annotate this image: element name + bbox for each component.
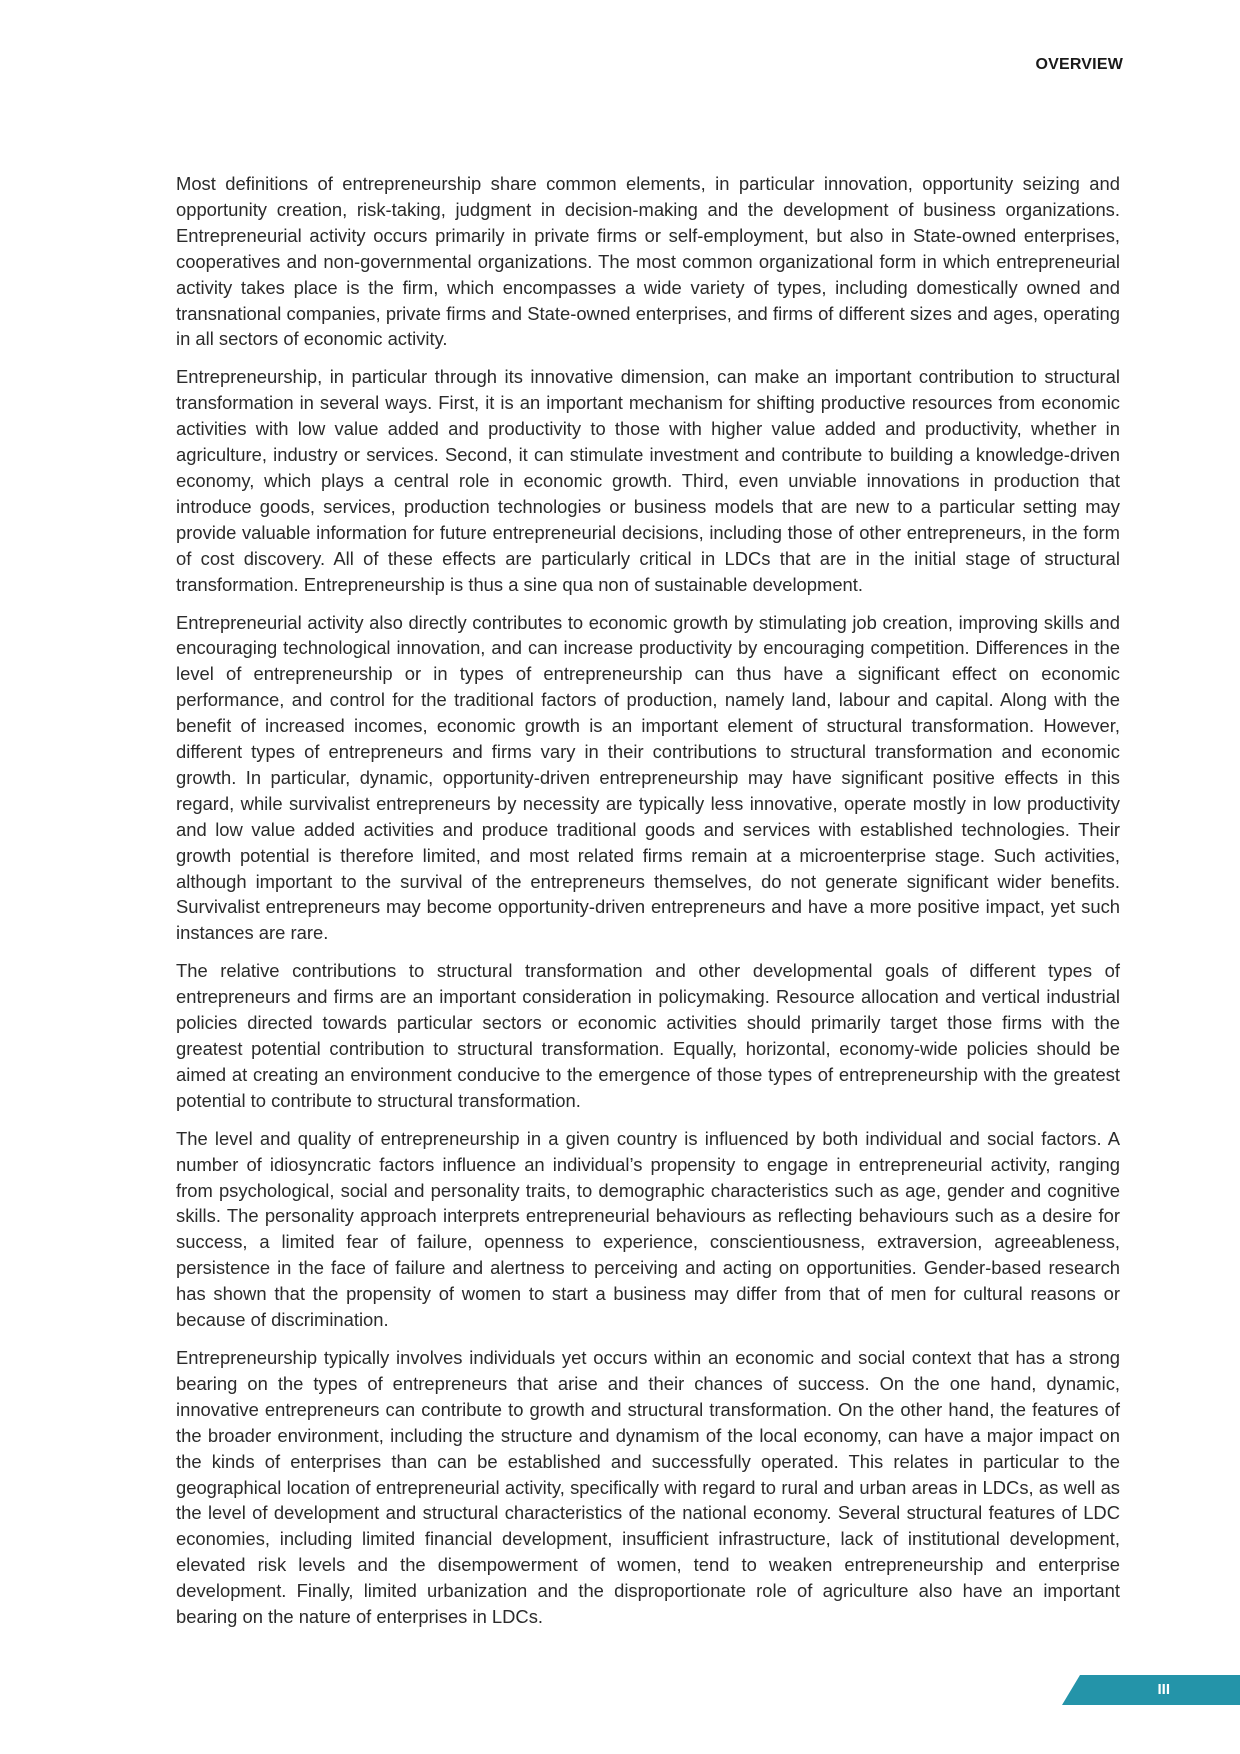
paragraph: The level and quality of entrepreneurship in a given country is influenced by both individual and social factors. A number of idiosyncratic factors influence an individual’s propensity to engage in entrepreneurial activity, ranging from psychological, social and personality traits, to demographic characteristics such as age, gender and cognitive skills. The personality approach interprets entrepreneurial behaviours as reflecting behaviours such as a desire for success, a limited fear of failure, openness to experience, conscientiousness, extraversion, agreeableness, persistence in the face of failure and alertness to perceiving and acting on opportunities. Gender-based research has shown that the propensity of women to start a business may differ from that of men for cultural reasons or because of discrimination. (176, 1127, 1120, 1331)
paragraph: Entrepreneurship typically involves individuals yet occurs within an economic and social context that has a strong bearing on the types of entrepreneurs that arise and their chances of success. On the one hand, dynamic, innovative entrepreneurs can contribute to growth and structural transformation. On the other hand, the features of the broader environment, including the structure and dynamism of the local economy, can have a major impact on the kinds of enterprises than can be established and successfully operated. This relates in particular to the geographical location of entrepreneurial activity, specifically with regard to rural and urban areas in LDCs, as well as the level of development and structural characteristics of the national economy. Several structural features of LDC economies, including limited financial development, insufficient infrastructure, lack of institutional development, elevated risk levels and the disempowerment of women, tend to weaken entrepreneurship and enterprise development. Finally, limited urbanization and the disproportionate role of agriculture also have an important bearing on the nature of enterprises in LDCs. (176, 1346, 1120, 1628)
page-number: III (1157, 1681, 1170, 1698)
paragraph: The relative contributions to structural transformation and other developmental goals of different types of entrepreneurs and firms are an important consideration in policymaking. Resource allocation and vertical industrial policies directed towards particular sectors or economic activities should primarily target those firms with the greatest potential contribution to structural transformation. Equally, horizontal, economy-wide policies should be aimed at creating an environment conducive to the emergence of those types of entrepreneurship with the greatest potential to contribute to structural transformation. (176, 960, 1120, 1111)
paragraph: Most definitions of entrepreneurship share common elements, in particular innovation, opportunity seizing and opportunity creation, risk-taking, judgment in decision-making and the development of business organizations. Entrepreneurial activity occurs primarily in private firms or self-employment, but also in State-owned enterprises, cooperatives and non-governmental organizations. The most common organizational form in which entrepreneurial activity takes place is the firm, which encompasses a wide variety of types, including domestically owned and transnational companies, private firms and State-owned enterprises, and firms of different sizes and ages, operating in all sectors of economic activity. (176, 173, 1120, 350)
paragraph: Entrepreneurial activity also directly contributes to economic growth by stimulating job creation, improving skills and encouraging technological innovation, and can increase productivity by encouraging competition. Differences in the level of entrepreneurship or in types of entrepreneurship can thus have a significant effect on economic performance, and control for the traditional factors of production, namely land, labour and capital. Along with the benefit of increased incomes, economic growth is an important element of structural transformation. However, different types of entrepreneurs and firms vary in their contributions to structural transformation and economic growth. In particular, dynamic, opportunity-driven entrepreneurship may have significant positive effects in this regard, while survivalist entrepreneurs by necessity are typically less innovative, operate mostly in low productivity and low value added activities and produce traditional goods and services with established technologies. Their growth potential is therefore limited, and most related firms remain at a microenterprise stage. Such activities, although important to the survival of the entrepreneurs themselves, do not generate significant wider benefits. Survivalist entrepreneurs may become opportunity-driven entrepreneurs and have a more positive impact, yet such instances are rare. (176, 611, 1120, 944)
paragraph: Entrepreneurship, in particular through its innovative dimension, can make an important contribution to structural transformation in several ways. First, it is an important mechanism for shifting productive resources from economic activities with low value added and productivity to those with higher value added and productivity, whether in agriculture, industry or services. Second, it can stimulate investment and contribute to building a knowledge-driven economy, which plays a central role in economic growth. Third, even unviable innovations in production that introduce goods, services, production technologies or business models that are new to a particular setting may provide valuable information for future entrepreneurial decisions, including those of other entrepreneurs, in the form of cost discovery. All of these effects are particularly critical in LDCs that are in the initial stage of structural transformation. Entrepreneurship is thus a sine qua non of sustainable development. (176, 366, 1120, 595)
body-text (176, 171, 1120, 1642)
section-header: OVERVIEW (1035, 56, 1123, 73)
